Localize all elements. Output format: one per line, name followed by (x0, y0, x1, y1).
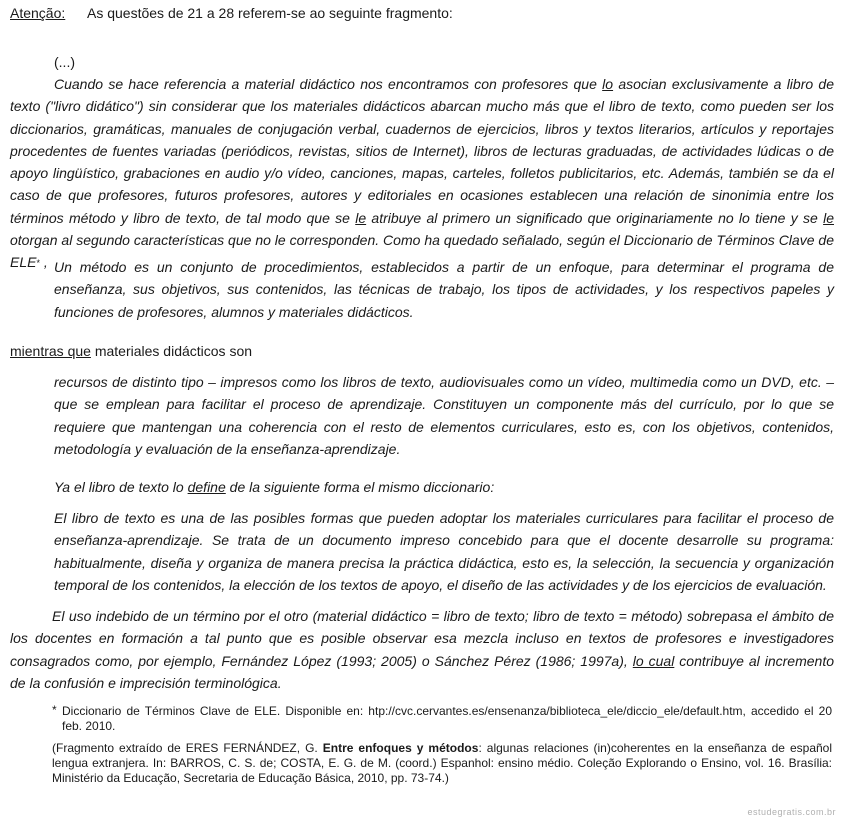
footnote-marker: * (36, 258, 40, 269)
paragraph-main-text-1: Cuando se hace referencia a material didáctico nos encontramos con profesores que (54, 76, 603, 92)
watermark: estudegratis.com.br (747, 807, 836, 817)
paragraph-main-text-3: atribuye al primero un significado que originariamente no lo tiene y se (366, 209, 824, 226)
final-text-2: contribuye al incremento de la confusión e imprecisión terminológica. (10, 652, 835, 691)
ya-text-1: Ya el libro de texto lo (54, 479, 188, 495)
footnote-text: Diccionario de Términos Clave de ELE. Disponible en: htp://cvc.cervantes.es/ensenanza/biblioteca_ele/diccio_ele/default.htm, accedido el 20 feb. 2010. (62, 704, 832, 733)
source-title: Entre enfoques y métodos (322, 741, 479, 755)
mientras-rest: materiales didácticos son (90, 343, 253, 359)
source-text-1: (Fragmento extraído de ERES FERNÁNDEZ, G. (52, 741, 323, 755)
quote-libro: El libro de texto es una de las posibles formas que pueden adoptar los materiales curriculares para facilitar el proceso de enseñanza-aprendizaje. Se trata de un documento impreso concebido para que el docente desarrolle su programa: habitualmente, diseña y organiza de manera precisa la práctica didáctica, esto es, la selección, la secuencia y organización temporal de los contenidos, la elección de los textos de apoyo, el diseño de las actividades y de los ejercicios de evaluación. (54, 510, 834, 593)
final-text-1: El uso indebido de un término por el otro (material didáctico = libro de texto; libro de texto = método) sobrepasa el ámbito de los docentes en formación a tal punto que es posible observar esa mezcla incluso en textos de profesores e investigadores consagrados como, por ejemplo, Fernández López (1993; 2005) o Sánchez Pérez (1986; 1997a), (10, 608, 834, 669)
underlined-le-1: le (355, 209, 367, 226)
quote-metodo: Un método es un conjunto de procedimientos, establecidos a partir de un enfoque, para determinar el programa de enseñanza, sus objetivos, sus contenidos, las técnicas de trabajo, los tipos de actividades, y los respectivos papeles y funciones de profesores, alumnos y materiales didácticos. (54, 259, 834, 320)
underlined-define: define (187, 479, 226, 495)
footnote-star: * (52, 703, 57, 717)
underlined-lo-cual: lo cual (632, 652, 675, 669)
ya-line (54, 476, 494, 498)
paragraph-main-text-2: asocian exclusivamente a libro de texto ("livro didático") sin considerar que los materiales didácticos abarcan mucho más que el libro de texto, como pueden ser los diccionarios, gramáticas, manuales de conjugación verbal, cuadernos de ejercicios, libros y textos literarios, artículos y reportajes procedentes de fuentes variadas (periódicos, revistas, sitios de Internet), libros de lecturas graduadas, de actividades lúdicas o de apoyo lingüístico, grabaciones en audio y/o vídeo, canciones, mapas, carteles, folletos publicitarios, etc. Además, también se da el caso de que profesores, futuros profesores, autores y editoriales en ocasiones establecen una relación de sinonimia entre los términos método y libro de texto, de tal modo que se (10, 76, 834, 226)
header-label: Atenção: (10, 5, 66, 21)
paragraph-final (10, 605, 834, 694)
ellipsis: (...) (54, 54, 75, 70)
source-citation (52, 741, 832, 786)
underlined-le-2: le (823, 209, 834, 226)
header-text: As questões de 21 a 28 referem-se ao seguinte fragmento: (87, 5, 453, 21)
underlined-lo: lo (602, 76, 614, 92)
quote-materiales: recursos de distinto tipo – impresos como los libros de texto, audiovisuales como un vídeo, multimedia como un DVD, etc. – que se emplean para facilitar el proceso de aprendizaje. Constituyen un componente más del currículo, por lo que se requiere que mantengan una coherencia con el resto de elementos curriculares, esto es, con los objetivos, contenidos, metodología y evaluación de la enseñanza-aprendizaje. (54, 374, 834, 457)
paragraph-main (10, 73, 834, 275)
ya-text-2: de la siguiente forma el mismo diccionario: (225, 479, 495, 495)
paragraph-main-text-5: , (39, 254, 48, 271)
underlined-mientras-que: mientras que (10, 343, 91, 359)
source-text-2: : algunas relaciones (in)coherentes en la enseñanza de español lengua extranjera. In: BARROS, C. S. de; COSTA, E. G. de M. (coord.) Espanhol: ensino médio. Coleção Explorando o Ensino, vol. 16. Brasília: Ministério da Educação, Secretaria de Educação Básica, 2010, pp. 73-74.) (52, 741, 833, 785)
question-header (10, 5, 453, 21)
mientras-line (10, 340, 252, 362)
paragraph-main-text-4: otorgan al segundo características que no le corresponden. Como ha quedado señalado, según el Diccionario de Términos Clave de ELE (10, 232, 834, 271)
